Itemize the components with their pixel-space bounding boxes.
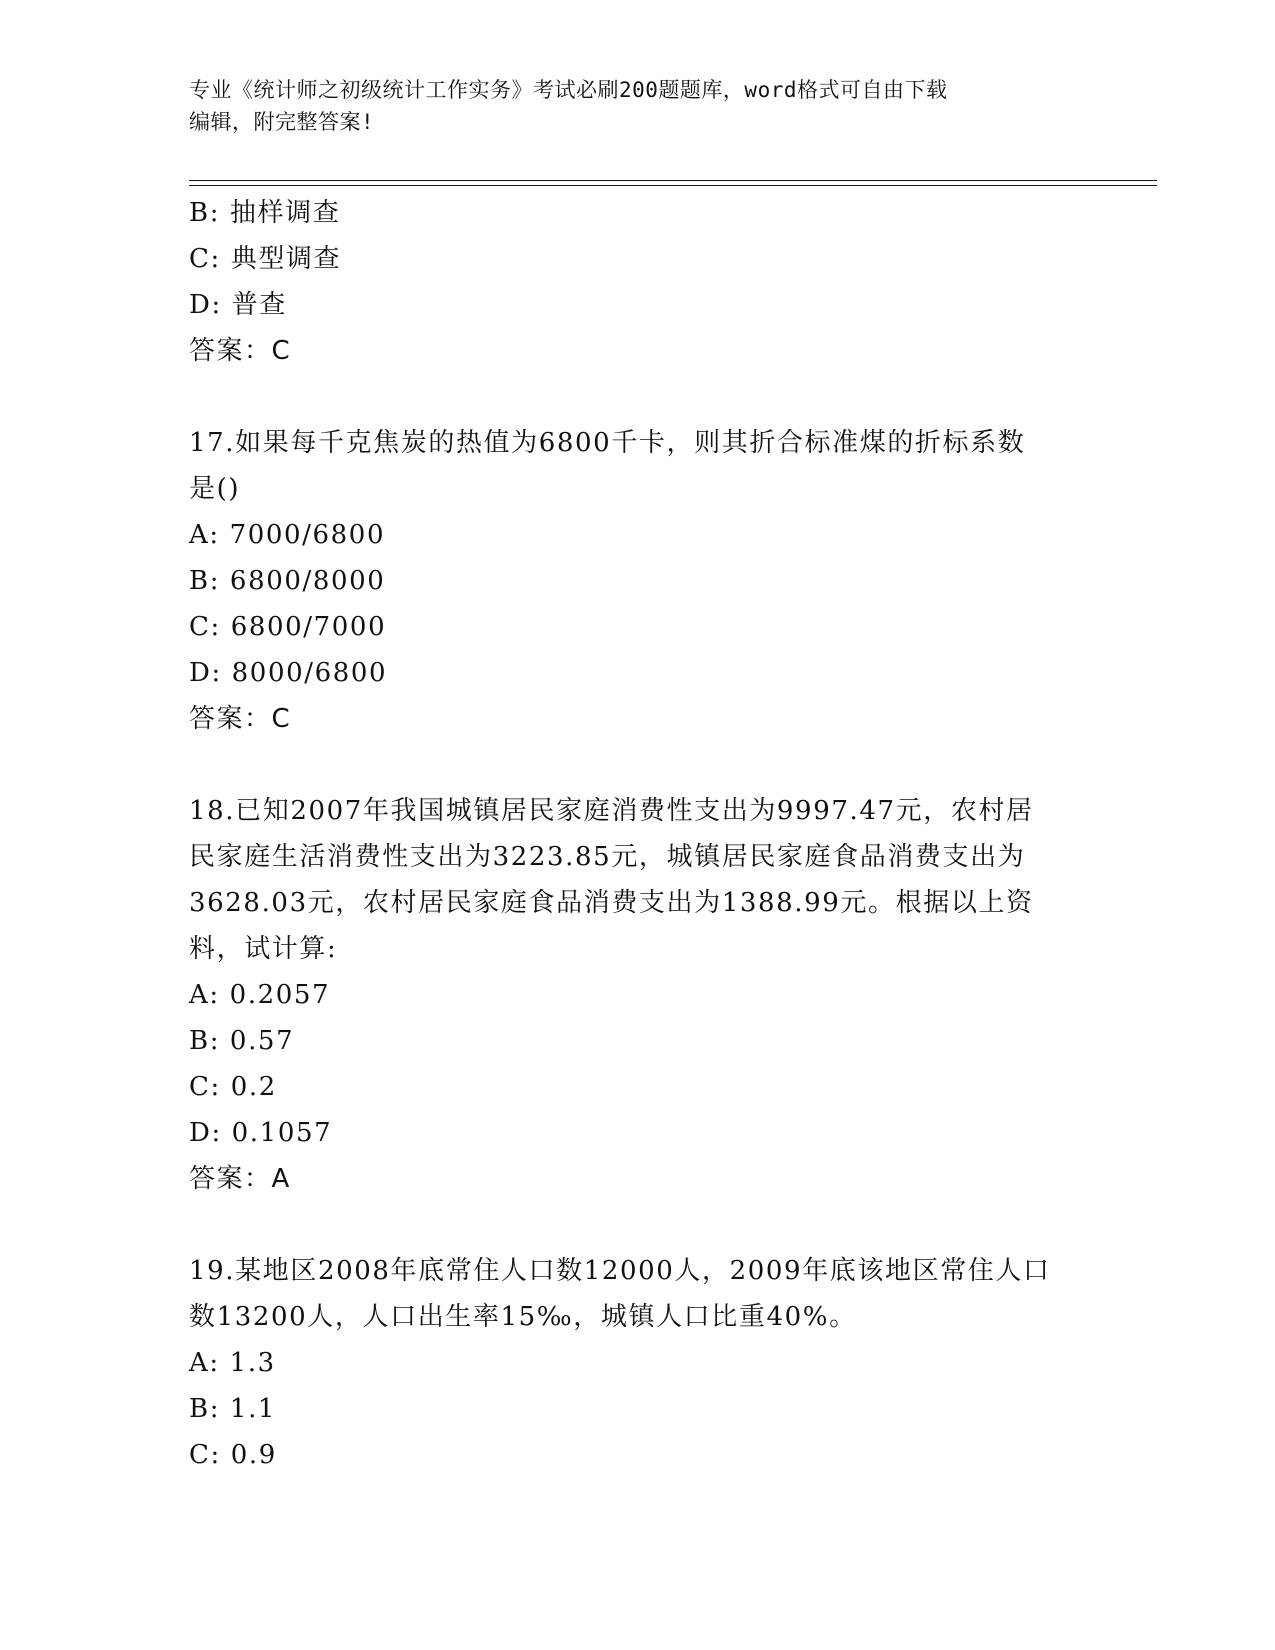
answer-line: 答案：A [189, 1164, 291, 1194]
question-17-block [189, 420, 1089, 742]
question-18-block [189, 788, 1089, 1202]
question-text-line: 18.已知2007年我国城镇居民家庭消费性支出为9997.47元，农村居 [189, 796, 1034, 826]
option-d: D: 8000/6800 [189, 658, 388, 688]
document-header [189, 74, 1069, 138]
option-d: D: 普查 [189, 290, 287, 320]
option-d: D: 0.1057 [189, 1118, 333, 1148]
spacer [189, 1202, 1089, 1248]
option-a: A: 0.2057 [189, 980, 331, 1010]
option-a: A: 7000/6800 [189, 520, 386, 550]
option-a: A: 1.3 [189, 1348, 276, 1378]
spacer [189, 742, 1089, 788]
question-list [189, 190, 1089, 1478]
question-text-line: 3628.03元，农村居民家庭食品消费支出为1388.99元。根据以上资 [189, 888, 1034, 918]
option-c: C: 6800/7000 [189, 612, 387, 642]
option-b: B: 1.1 [189, 1394, 277, 1424]
question-text-line: 数13200人，人口出生率15‰，城镇人口比重40%。 [189, 1302, 857, 1332]
question-text-line: 19.某地区2008年底常住人口数12000人，2009年底该地区常住人口 [189, 1256, 1051, 1286]
header-title-line-2: 编辑，附完整答案! [189, 110, 375, 134]
question-text-line: 民家庭生活消费性支出为3223.85元，城镇居民家庭食品消费支出为 [189, 842, 1026, 872]
question-text-line: 是() [189, 474, 241, 504]
option-c: C: 0.9 [189, 1440, 277, 1470]
header-divider-bottom [189, 185, 1157, 186]
header-divider-top [189, 180, 1157, 181]
answer-line: 答案：C [189, 704, 292, 734]
option-c: C: 典型调查 [189, 244, 342, 274]
option-b: B: 0.57 [189, 1026, 295, 1056]
question-16-block [189, 190, 1089, 374]
option-c: C: 0.2 [189, 1072, 277, 1102]
option-b: B: 抽样调查 [189, 198, 341, 228]
question-19-block [189, 1248, 1089, 1478]
question-text-line: 料，试计算: [189, 934, 338, 964]
spacer [189, 374, 1089, 420]
option-b: B: 6800/8000 [189, 566, 386, 596]
answer-line: 答案：C [189, 336, 292, 366]
header-title-line-1: 专业《统计师之初级统计工作实务》考试必刷200题题库，word格式可自由下载 [189, 78, 948, 102]
question-text-line: 17.如果每千克焦炭的热值为6800千卡，则其折合标准煤的折标系数 [189, 428, 1026, 458]
